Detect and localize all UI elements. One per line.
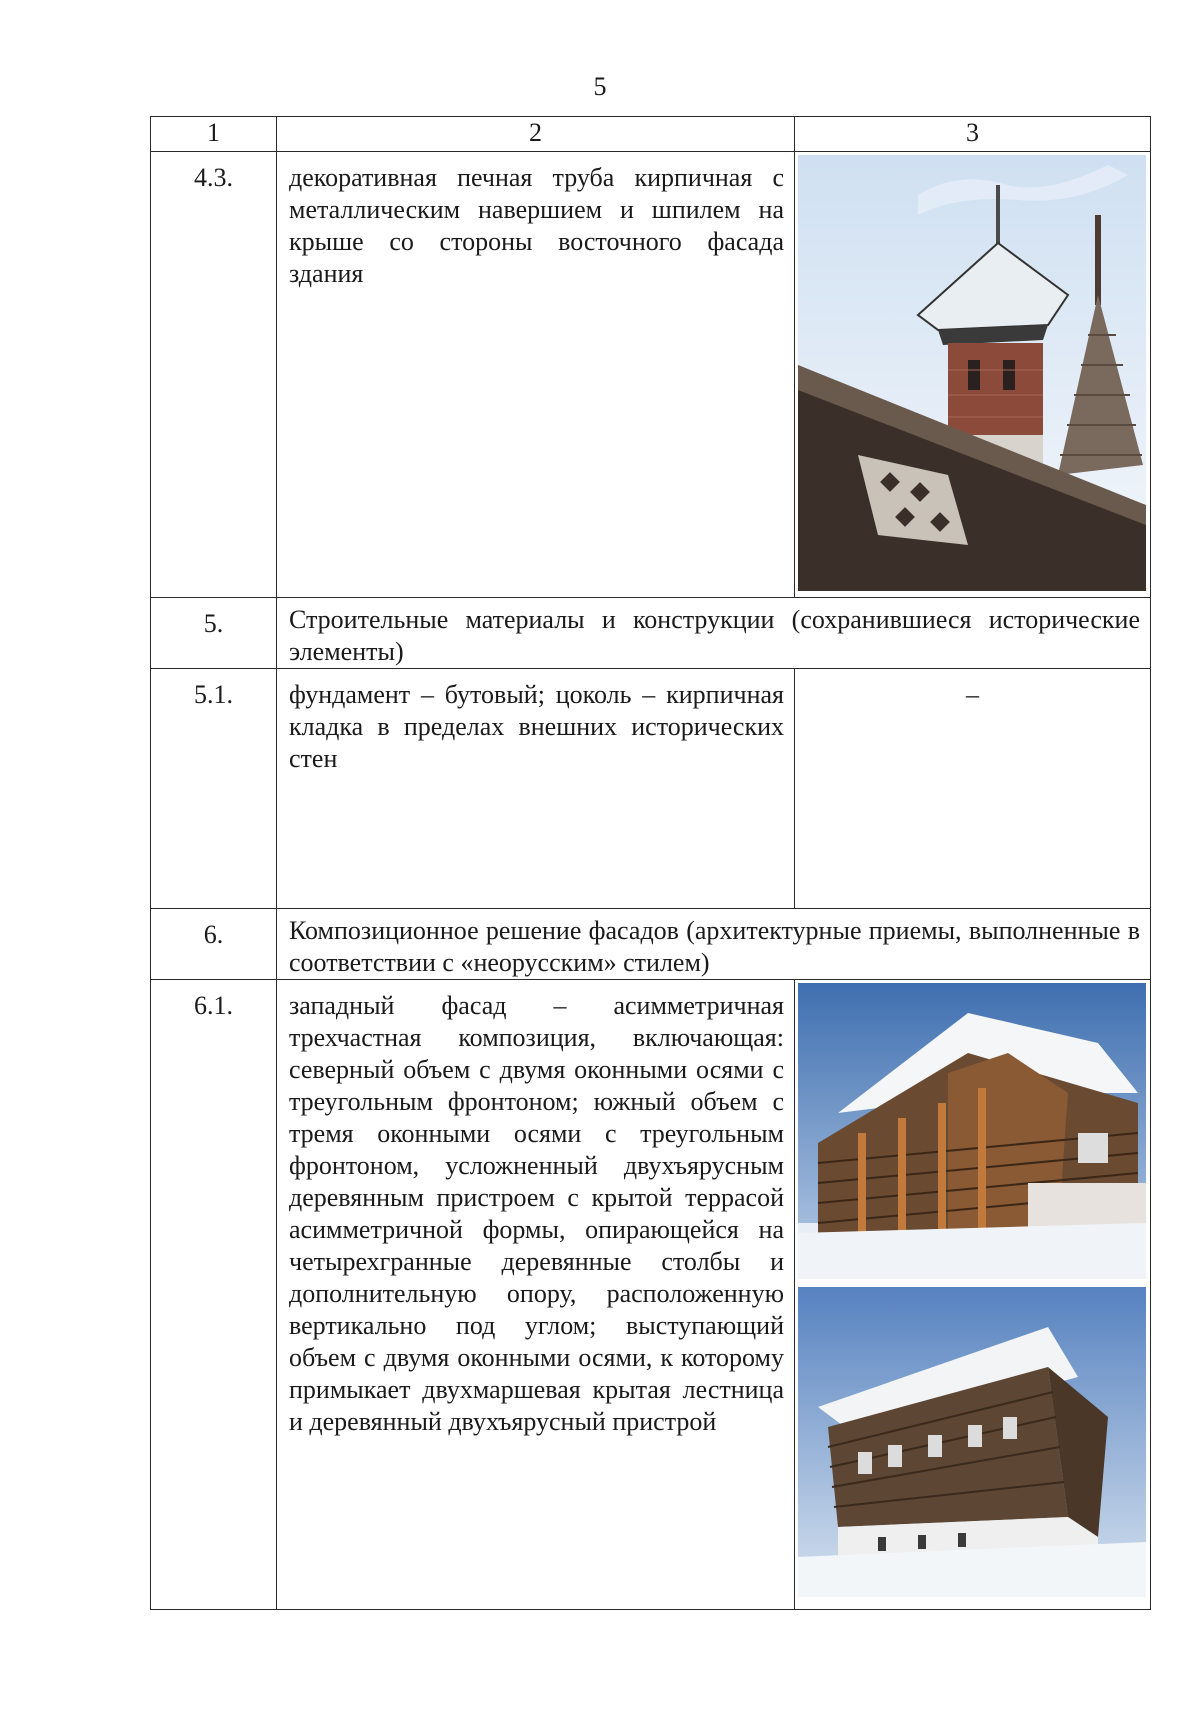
- wooden-house-terrace-photo: [798, 983, 1146, 1279]
- section-title: Композиционное решение фасадов (архитектурные приемы, выполненные в соответствии с «неорусским» стилем): [277, 909, 1151, 980]
- row-photo-cell: [795, 152, 1151, 598]
- section-row: [151, 909, 1151, 980]
- heritage-elements-table: [150, 116, 1151, 1610]
- row-number: 6.: [151, 909, 277, 980]
- table-row: [151, 980, 1151, 1610]
- header-col-1: 1: [151, 117, 277, 152]
- row-number: 5.1.: [151, 669, 277, 909]
- log-house-winter-photo: [798, 1287, 1146, 1597]
- page-number: 5: [593, 72, 607, 101]
- row-description: западный фасад – асимметричная трехчастная композиция, включающая: северный объем с двумя оконными осями с треугольным фронтоном; южный объем с тремя оконными осями с треугольным фронтоном, усложненный двухъярусным деревянным пристроем с крытой террасой асимметричной формы, опирающейся на четырехгранные деревянные столбы и дополнительную опору, расположенную вертикально под углом; выступающий объем с двумя оконными осями, к которому примыкает двухмаршевая крытая лестница и деревянный двухъярусный пристрой: [277, 980, 795, 1610]
- row-photo-cell: [795, 980, 1151, 1610]
- row-description: декоративная печная труба кирпичная с металлическим навершием и шпилем на крыше со стороны восточного фасада здания: [277, 152, 795, 598]
- brick-chimney-photo: [798, 155, 1146, 591]
- table-header-row: [151, 117, 1151, 152]
- row-number: 6.1.: [151, 980, 277, 1610]
- row-description: фундамент – бутовый; цоколь – кирпичная кладка в пределах внешних исторических стен: [277, 669, 795, 909]
- header-col-3: 3: [795, 117, 1151, 152]
- row-value-empty: –: [795, 669, 1151, 909]
- table-row: [151, 669, 1151, 909]
- row-number: 5.: [151, 598, 277, 669]
- header-col-2: 2: [277, 117, 795, 152]
- table-row: [151, 152, 1151, 598]
- section-title: Строительные материалы и конструкции (сохранившиеся исторические элементы): [277, 598, 1151, 669]
- section-row: [151, 598, 1151, 669]
- row-number: 4.3.: [151, 152, 277, 598]
